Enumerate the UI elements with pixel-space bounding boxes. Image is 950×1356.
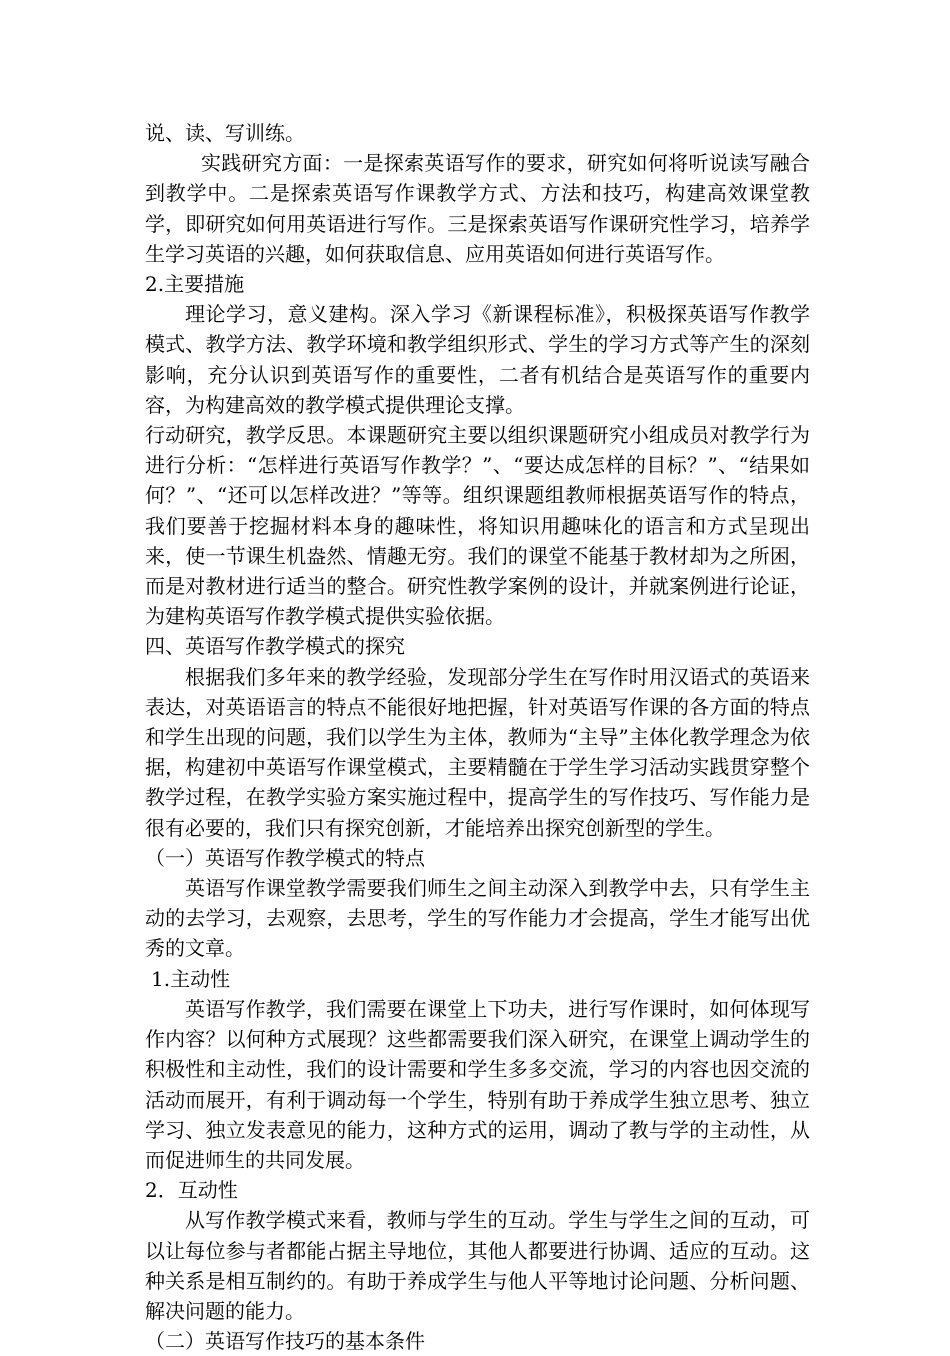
paragraph-continuation: 说、读、写训练。 [145,121,305,145]
paragraph-classroom-teaching: 英语写作课堂教学需要我们师生之间主动深入到教学中去，只有学生主动的去学习，去观察，去思考，学生的写作能力才会提高，学生才能写出优秀的文章。 [145,876,810,961]
heading-subsection-two: （二）英语写作技巧的基本条件 [145,1329,425,1354]
heading-interaction: 2．互动性 [145,1178,238,1203]
heading-subsection-one: （一）英语写作教学模式的特点 [145,845,425,870]
heading-main-measures: 2.主要措施 [145,272,245,297]
paragraph-initiative: 英语写作教学，我们需要在课堂上下功夫，进行写作课时，如何体现写作内容？以何种方式展现？这些都需要我们深入研究，在课堂上调动学生的积极性和主动性，我们的设计需要和学生多多交流，学习的内容也因交流的活动而展开，有利于调动每一个学生，特别有助于养成学生独立思考、独立学习、独立发表意见的能力，这种方式的运用，调动了教与学的主动性，从而促进师生的共同发展。 [145,996,810,1172]
paragraph-action-research: 行动研究，教学反思。本课题研究主要以组织课题研究小组成员对教学行为进行分析：“怎样进行英语写作教学？”、“要达成怎样的目标？”、“结果如何？”、“还可以怎样改进？”等等。组织课题组教师根据英语写作的特点，我们要善于挖掘材料本身的趣味性，将知识用趣味化的语言和方式呈现出来，使一节课生机盎然、情趣无穷。我们的课堂不能基于教材却为之所困，而是对教材进行适当的整合。研究性教学案例的设计，并就案例进行论证，为建构英语写作教学模式提供实验依据。 [145,423,810,629]
paragraph-interaction: 从写作教学模式来看，教师与学生的互动。学生与学生之间的互动，可以让每位参与者都能占据主导地位，其他人都要进行协调、适应的互动。这种关系是相互制约的。有助于养成学生与他人平等地讨论问题、分析问题、解决问题的能力。 [145,1208,810,1323]
paragraph-practice-research: 实践研究方面：一是探索英语写作的要求，研究如何将听说读写融合到教学中。二是探索英语写作课教学方式、方法和技巧，构建高效课堂教学，即研究如何用英语进行写作。三是探索英语写作课研究性学习，培养学生学习英语的兴趣，如何获取信息、应用英语如何进行英语写作。 [145,151,810,266]
paragraph-teaching-experience: 根据我们多年来的教学经验，发现部分学生在写作时用汉语式的英语来表达，对英语语言的特点不能很好地把握，针对英语写作课的各方面的特点和学生出现的问题，我们以学生为主体，教师为“主导”主体化教学理念为依据，构建初中英语写作课堂模式，主要精髓在于学生学习活动实践贯穿整个教学过程，在教学实验方案实施过程中，提高学生的写作技巧、写作能力是很有必要的，我们只有探究创新，才能培养出探究创新型的学生。 [145,664,810,840]
paragraph-theory-study: 理论学习，意义建构。深入学习《新课程标准》，积极探英语写作教学模式、教学方法、教学环境和教学组织形式、学生的学习方式等产生的深刻影响，充分认识到英语写作的重要性，二者有机结合是英语写作的重要内容，为构建高效的教学模式提供理论支撑。 [145,302,810,417]
heading-section-four: 四、英语写作教学模式的探究 [145,634,405,659]
document-body [145,118,810,1356]
heading-initiative: 1.主动性 [151,966,231,991]
